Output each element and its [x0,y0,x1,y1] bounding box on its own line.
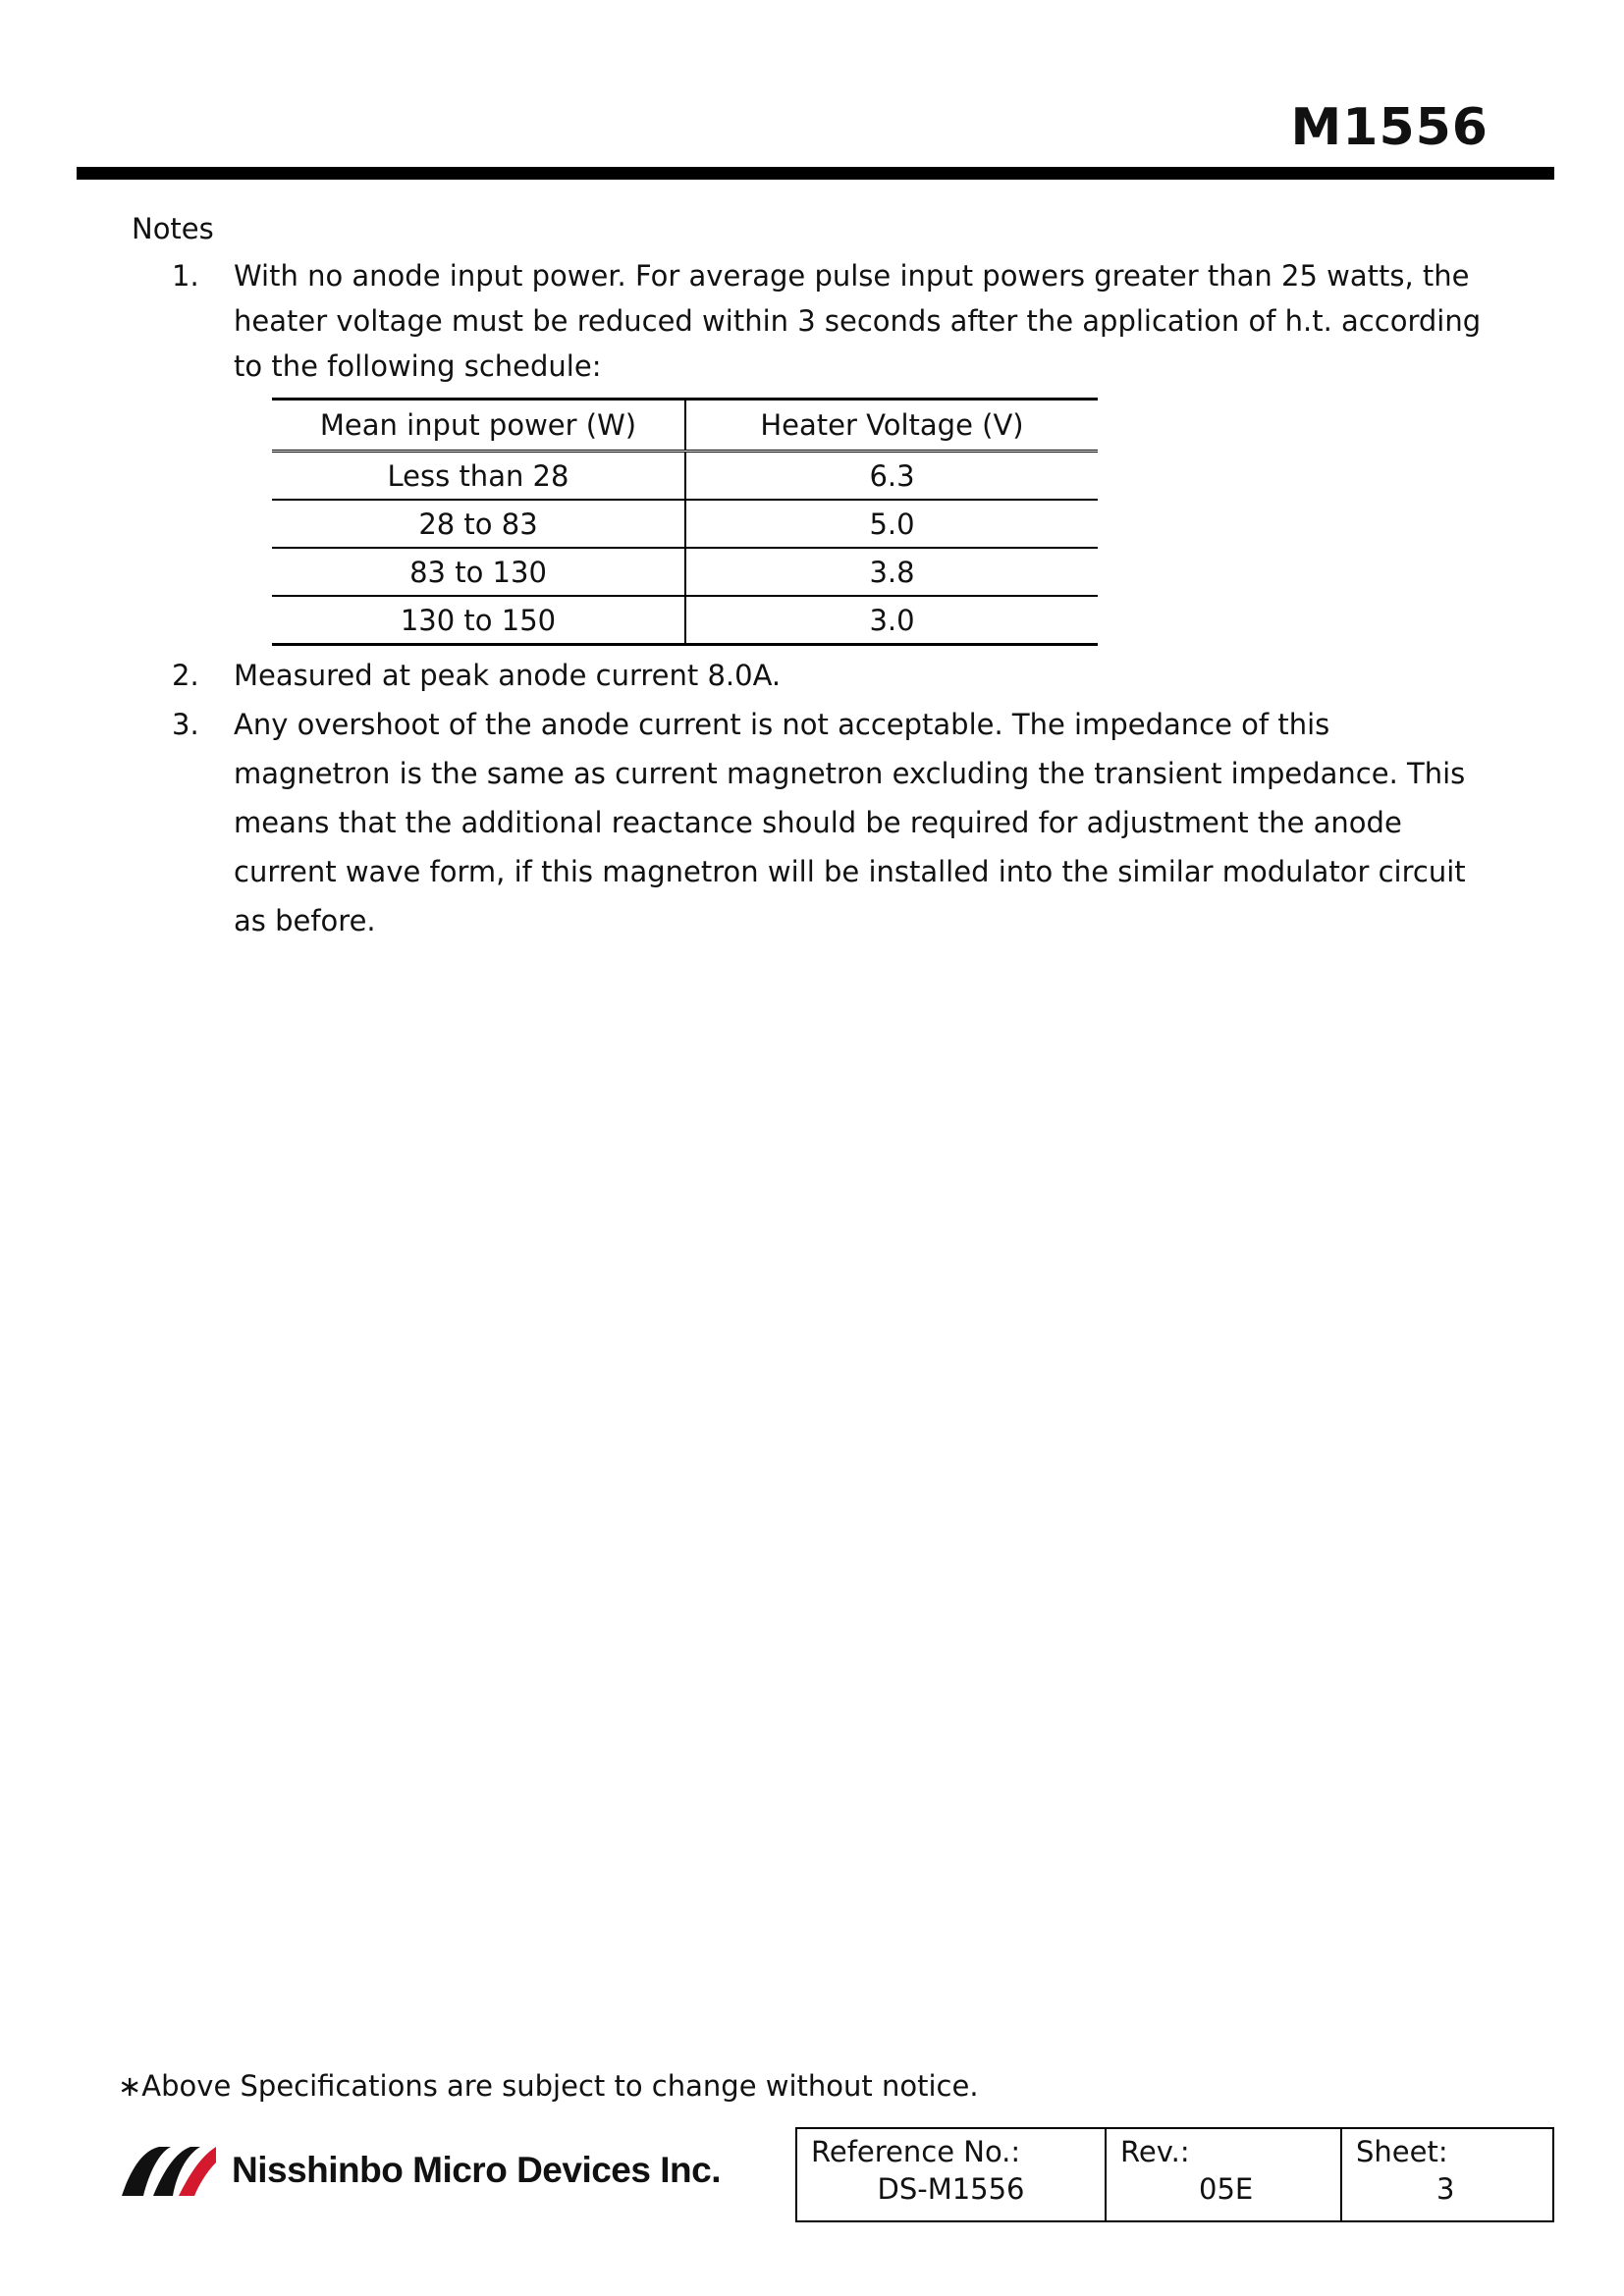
reference-cell [796,2128,1106,2221]
heater-voltage-table [272,398,1098,646]
table-cell: 6.3 [685,452,1098,501]
document-title: M1556 [1290,98,1489,157]
note-text: Measured at peak anode current 8.0A. [234,659,782,692]
note-number: 3. [172,708,199,741]
nisshinbo-logo-icon [120,2143,218,2198]
table-cell: 5.0 [685,500,1098,548]
reference-value: DS-M1556 [877,2172,1025,2206]
revision-cell [1106,2128,1341,2221]
document-reference-box [795,2127,1554,2222]
column-header-heater-voltage: Heater Voltage (V) [685,400,1098,452]
sheet-label: Sheet: [1356,2135,1448,2168]
table-cell: 83 to 130 [272,548,685,596]
table-cell: 28 to 83 [272,500,685,548]
sheet-value: 3 [1436,2172,1455,2206]
revision-value: 05E [1199,2172,1254,2206]
note-number: 1. [172,259,199,293]
note-item-1 [172,253,1488,389]
note-item-2 [172,653,1488,698]
company-name: Nisshinbo Micro Devices Inc. [232,2150,721,2190]
disclaimer: ∗Above Specifications are subject to change without notice. [118,2069,979,2103]
column-header-mean-input-power: Mean input power (W) [272,400,685,452]
note-text: Any overshoot of the anode current is not acceptable. The impedance of this magnetron is the same as current magnetron excluding the transient impedance. This means that the additional reactance should be required for adjustment the anode current wave form, if this magnetron will be installed into the similar modulator circuit as before. [234,708,1466,937]
table-cell: Less than 28 [272,452,685,501]
table-row [272,500,1098,548]
table-cell: 3.8 [685,548,1098,596]
revision-label: Rev.: [1120,2135,1190,2168]
note-number: 2. [172,659,199,692]
company-logo [120,2143,721,2198]
notes-heading: Notes [132,212,214,245]
table-row [272,452,1098,501]
table-row [272,548,1098,596]
note-text: With no anode input power. For average pulse input powers greater than 25 watts, the heater voltage must be reduced within 3 seconds after the application of h.t. according to the following schedule: [234,259,1482,383]
reference-label: Reference No.: [811,2135,1021,2168]
sheet-cell [1341,2128,1553,2221]
note-item-3 [172,700,1488,945]
table-cell: 3.0 [685,596,1098,645]
table-header-row [272,400,1098,452]
header-rule [77,167,1554,180]
table-row [272,596,1098,645]
table-cell: 130 to 150 [272,596,685,645]
